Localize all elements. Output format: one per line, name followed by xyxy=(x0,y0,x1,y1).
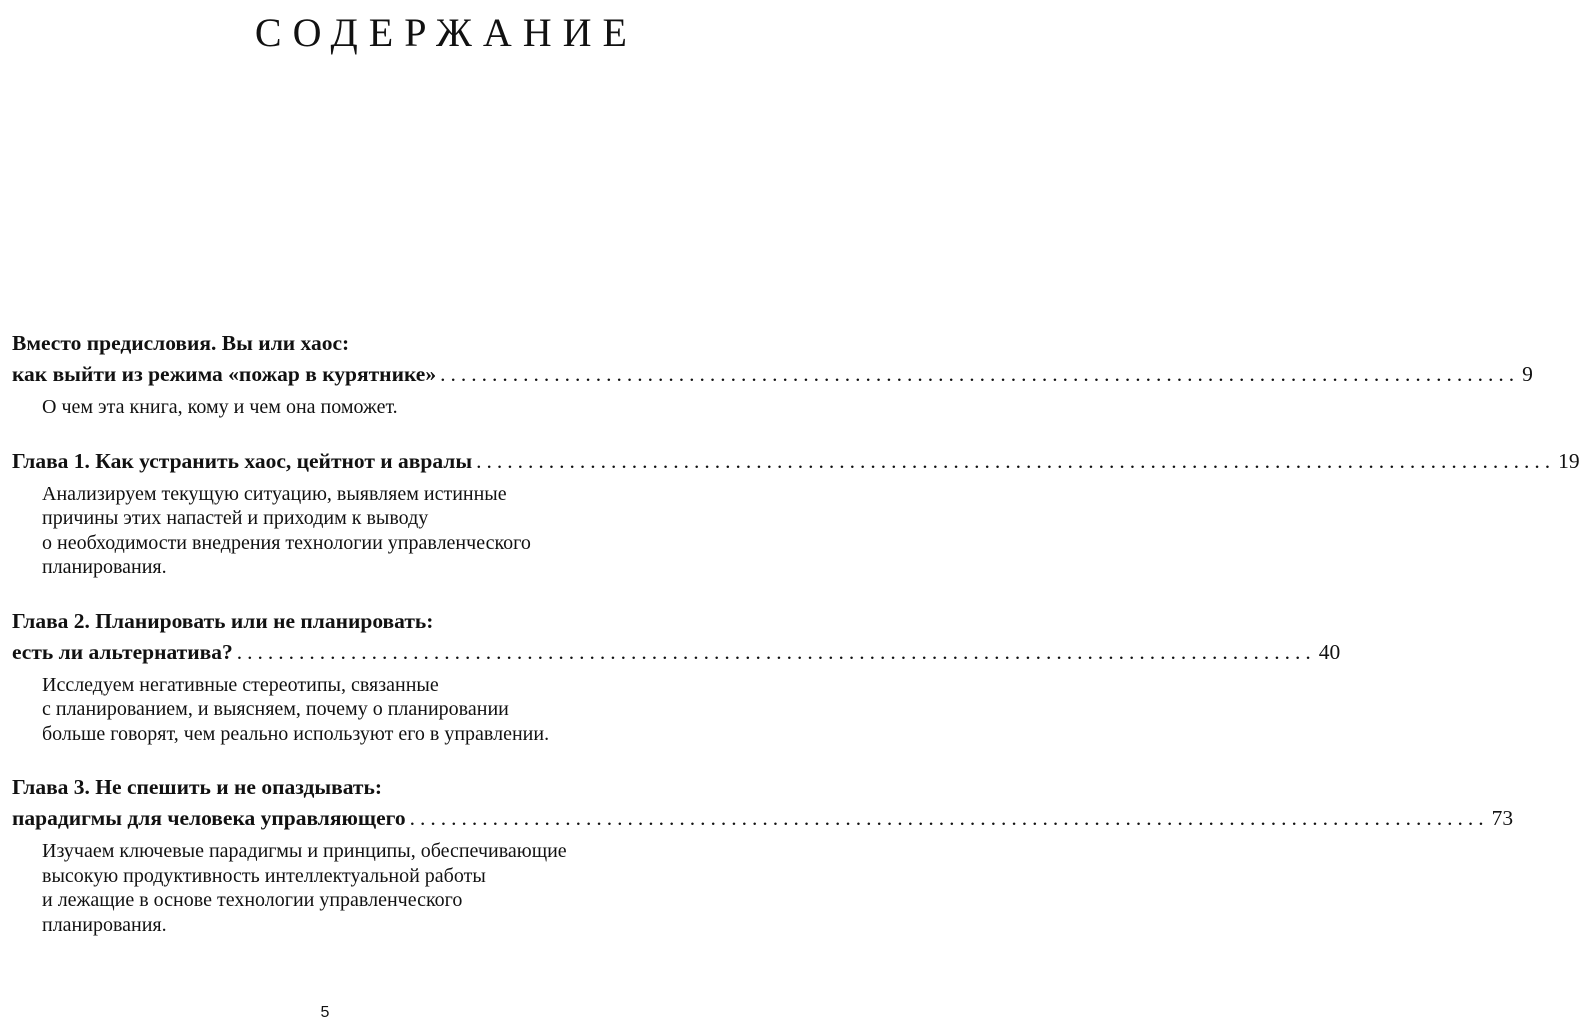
dot-leader: ........................................................................................................ xyxy=(236,639,1316,664)
toc-entry-title: есть ли альтернатива? xyxy=(12,639,233,664)
toc-entry-title-row xyxy=(12,803,1514,834)
toc-entry-title: Глава 1. Как устранить хаос, цейтнот и авралы xyxy=(12,448,473,473)
toc-entry-title: как выйти из режима «пожар в курятнике» xyxy=(12,362,437,386)
description-line: высокую продуктивность интеллектуальной работы xyxy=(42,864,486,887)
toc-entry-title: Глава 3. Не спешить и не опаздывать: xyxy=(12,775,383,799)
description-line: с планированием, и выясняем, почему о планировании xyxy=(42,698,509,720)
toc-page-number: 9 xyxy=(1522,362,1533,386)
table-of-contents xyxy=(12,328,1580,937)
toc-entry-title: Вместо предисловия. Вы или хаос: xyxy=(12,331,350,355)
toc-page-number: 19 xyxy=(1558,448,1580,473)
page-number: 5 xyxy=(320,1004,330,1021)
toc-entry-description xyxy=(42,673,638,747)
description-line: планирования. xyxy=(42,913,167,936)
description-line: и лежащие в основе технологии управленческого xyxy=(42,889,463,911)
toc-entry-description xyxy=(42,482,638,580)
toc-entry-chapter-1 xyxy=(12,446,1580,580)
description-line: Исследуем негативные стереотипы, связанные xyxy=(42,673,439,696)
toc-entry-description xyxy=(42,395,638,420)
description-line: больше говорят, чем реально используют его в управлении. xyxy=(42,722,550,745)
description-line: причины этих напастей и приходим к выводу xyxy=(42,507,429,529)
toc-entry-description xyxy=(42,839,638,937)
toc-entry-title: парадигмы для человека управляющего xyxy=(12,806,406,830)
toc-entry-title-row xyxy=(12,637,1341,668)
description-line: планирования. xyxy=(42,556,167,578)
description-line: Изучаем ключевые парадигмы и принципы, обеспечивающие xyxy=(42,840,567,862)
toc-page-number: 73 xyxy=(1491,806,1514,830)
dot-leader: ........................................................................................................ xyxy=(476,448,1556,473)
toc-entry-preface xyxy=(12,328,1533,420)
dot-leader: ........................................................................................................ xyxy=(409,806,1489,830)
dot-leader: ........................................................................................................ xyxy=(440,362,1520,386)
toc-entry-title-row xyxy=(12,359,1533,390)
page-title: СОДЕРЖАНИЕ xyxy=(254,10,638,55)
toc-page-number: 40 xyxy=(1318,639,1341,664)
toc-entry-title: Глава 2. Планировать или не планировать: xyxy=(12,608,434,633)
toc-entry-chapter-2 xyxy=(12,606,1341,747)
description-line: Анализируем текущую ситуацию, выявляем истинные xyxy=(42,482,507,505)
description-line: о необходимости внедрения технологии управленческого xyxy=(42,531,531,554)
toc-entry-title-row xyxy=(12,446,1580,477)
description-line: О чем эта книга, кому и чем она поможет. xyxy=(42,396,398,418)
toc-entry-chapter-3 xyxy=(12,772,1514,937)
